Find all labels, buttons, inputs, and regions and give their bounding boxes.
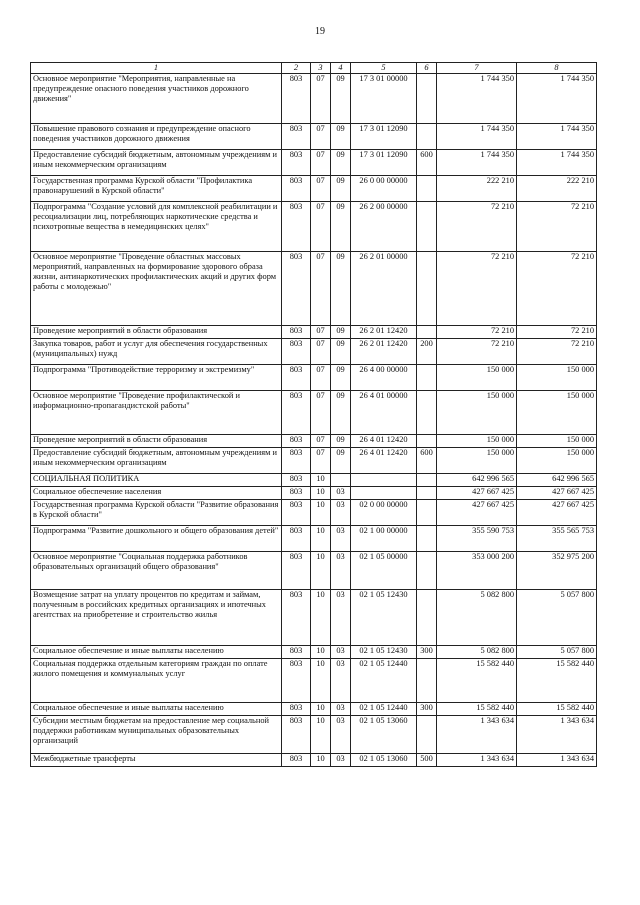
row-section: 10: [311, 646, 331, 659]
row-amount-2: 352 975 200: [517, 552, 597, 590]
row-amount-1: 1 343 634: [437, 716, 517, 754]
row-amount-2: 72 210: [517, 252, 597, 326]
table-row: [31, 339, 597, 365]
row-grbs: 803: [282, 646, 311, 659]
col-header-1: 1: [31, 63, 282, 74]
row-grbs: 803: [282, 150, 311, 176]
row-amount-1: 15 582 440: [437, 703, 517, 716]
row-grbs: 803: [282, 252, 311, 326]
row-grbs: 803: [282, 176, 311, 202]
page-number: 19: [315, 26, 325, 37]
row-name: Подпрограмма "Противодействие терроризму и экстремизму": [31, 365, 282, 391]
row-name: Социальное обеспечение населения: [31, 487, 282, 500]
row-section: 10: [311, 659, 331, 703]
col-header-2: 2: [282, 63, 311, 74]
row-section: 07: [311, 391, 331, 435]
row-section: 07: [311, 365, 331, 391]
row-amount-1: 72 210: [437, 339, 517, 365]
row-amount-1: 5 082 800: [437, 590, 517, 646]
row-grbs: 803: [282, 590, 311, 646]
col-header-3: 3: [311, 63, 331, 74]
row-expense-type: [417, 326, 437, 339]
row-section: 07: [311, 176, 331, 202]
row-amount-1: 427 667 425: [437, 487, 517, 500]
row-subsection: 03: [331, 526, 351, 552]
col-header-5: 5: [351, 63, 417, 74]
row-subsection: 03: [331, 754, 351, 767]
row-subsection: 03: [331, 703, 351, 716]
row-amount-2: 72 210: [517, 326, 597, 339]
row-section: 10: [311, 703, 331, 716]
row-subsection: 09: [331, 339, 351, 365]
row-name: Межбюджетные трансферты: [31, 754, 282, 767]
row-name: Основное мероприятие "Социальная поддержка работников образовательных организаций общего образования": [31, 552, 282, 590]
row-grbs: 803: [282, 365, 311, 391]
row-name: Подпрограмма "Развитие дошкольного и общего образования детей": [31, 526, 282, 552]
row-subsection: 09: [331, 448, 351, 474]
row-name: Субсидии местным бюджетам на предоставление мер социальной поддержки работникам муниципальных образовательных организаций: [31, 716, 282, 754]
row-target-article: 02 1 05 12440: [351, 659, 417, 703]
row-section: 07: [311, 74, 331, 124]
row-grbs: 803: [282, 659, 311, 703]
row-target-article: 26 2 01 00000: [351, 252, 417, 326]
row-subsection: [331, 474, 351, 487]
row-amount-2: 1 744 350: [517, 124, 597, 150]
row-section: 10: [311, 754, 331, 767]
row-grbs: 803: [282, 74, 311, 124]
row-grbs: 803: [282, 526, 311, 552]
row-name: Повышение правового сознания и предупреждение опасного поведения участников дорожного движения: [31, 124, 282, 150]
row-target-article: 17 3 01 12090: [351, 124, 417, 150]
row-amount-1: 1 744 350: [437, 150, 517, 176]
row-section: 10: [311, 526, 331, 552]
row-amount-2: 1 343 634: [517, 716, 597, 754]
row-expense-type: [417, 716, 437, 754]
row-grbs: 803: [282, 716, 311, 754]
row-subsection: 09: [331, 202, 351, 252]
row-amount-2: 15 582 440: [517, 703, 597, 716]
row-subsection: 09: [331, 435, 351, 448]
row-amount-2: 150 000: [517, 391, 597, 435]
row-target-article: 02 1 05 00000: [351, 552, 417, 590]
row-grbs: 803: [282, 552, 311, 590]
table-row: [31, 74, 597, 124]
budget-table: [30, 62, 597, 767]
row-name: Основное мероприятие "Мероприятия, направленные на предупреждение опасного поведения участников дорожного движения": [31, 74, 282, 124]
row-subsection: 09: [331, 365, 351, 391]
row-target-article: 26 2 01 12420: [351, 326, 417, 339]
row-subsection: 09: [331, 326, 351, 339]
row-expense-type: 300: [417, 646, 437, 659]
row-target-article: 02 1 00 00000: [351, 526, 417, 552]
table-row: [31, 487, 597, 500]
row-amount-2: 5 057 800: [517, 590, 597, 646]
row-target-article: [351, 474, 417, 487]
row-subsection: 03: [331, 590, 351, 646]
row-grbs: 803: [282, 703, 311, 716]
row-expense-type: [417, 176, 437, 202]
col-header-7: 7: [437, 63, 517, 74]
row-expense-type: [417, 590, 437, 646]
table-row: [31, 703, 597, 716]
row-amount-2: 150 000: [517, 435, 597, 448]
row-target-article: 02 1 05 12430: [351, 646, 417, 659]
row-section: 10: [311, 552, 331, 590]
row-amount-1: 355 590 753: [437, 526, 517, 552]
table-row: [31, 150, 597, 176]
row-subsection: 09: [331, 176, 351, 202]
row-name: Подпрограмма "Создание условий для комплексной реабилитации и ресоциализации лиц, потребляющих наркотические средства и психотропные вещества в немедицинских целях": [31, 202, 282, 252]
row-amount-2: 1 744 350: [517, 74, 597, 124]
row-expense-type: [417, 365, 437, 391]
table-row: [31, 448, 597, 474]
row-section: 07: [311, 448, 331, 474]
row-grbs: 803: [282, 448, 311, 474]
row-amount-2: 1 744 350: [517, 150, 597, 176]
row-expense-type: [417, 500, 437, 526]
row-amount-1: 427 667 425: [437, 500, 517, 526]
row-amount-1: 5 082 800: [437, 646, 517, 659]
row-section: 10: [311, 487, 331, 500]
row-expense-type: [417, 552, 437, 590]
row-amount-1: 150 000: [437, 365, 517, 391]
table-row: [31, 326, 597, 339]
row-grbs: 803: [282, 124, 311, 150]
row-target-article: 17 3 01 00000: [351, 74, 417, 124]
row-section: 07: [311, 435, 331, 448]
row-name: Проведение мероприятий в области образования: [31, 326, 282, 339]
row-amount-1: 150 000: [437, 391, 517, 435]
row-subsection: 03: [331, 646, 351, 659]
row-amount-1: 150 000: [437, 435, 517, 448]
table-row: [31, 474, 597, 487]
row-expense-type: [417, 124, 437, 150]
row-amount-1: 642 996 565: [437, 474, 517, 487]
table-row: [31, 659, 597, 703]
row-name: Основное мероприятие "Проведение профилактической и информационно-пропагандистской работы": [31, 391, 282, 435]
row-subsection: 03: [331, 716, 351, 754]
row-name: Социальное обеспечение и иные выплаты населению: [31, 646, 282, 659]
row-amount-2: 15 582 440: [517, 659, 597, 703]
table-row: [31, 365, 597, 391]
row-name: Предоставление субсидий бюджетным, автономным учреждениям и иным некоммерческим организациям: [31, 150, 282, 176]
row-target-article: 26 2 01 12420: [351, 339, 417, 365]
table-row: [31, 391, 597, 435]
row-target-article: 02 1 05 12430: [351, 590, 417, 646]
row-amount-1: 1 744 350: [437, 74, 517, 124]
row-expense-type: [417, 659, 437, 703]
row-section: 07: [311, 252, 331, 326]
row-amount-1: 72 210: [437, 252, 517, 326]
row-subsection: 03: [331, 659, 351, 703]
table-row: [31, 646, 597, 659]
row-expense-type: 200: [417, 339, 437, 365]
row-section: 10: [311, 716, 331, 754]
row-name: Социальное обеспечение и иные выплаты населению: [31, 703, 282, 716]
table-row: [31, 124, 597, 150]
row-amount-1: 222 210: [437, 176, 517, 202]
row-section: 07: [311, 339, 331, 365]
row-section: 10: [311, 590, 331, 646]
row-target-article: 02 1 05 12440: [351, 703, 417, 716]
row-grbs: 803: [282, 487, 311, 500]
table-row: [31, 716, 597, 754]
row-expense-type: 300: [417, 703, 437, 716]
row-target-article: 26 0 00 00000: [351, 176, 417, 202]
row-grbs: 803: [282, 754, 311, 767]
row-target-article: 26 4 01 00000: [351, 391, 417, 435]
row-name: Основное мероприятие "Проведение областных массовых мероприятий, направленных на формирование здорового образа жизни, антинаркотических профилактических акций и других форм работы с молодежью": [31, 252, 282, 326]
row-amount-2: 222 210: [517, 176, 597, 202]
row-section: 10: [311, 474, 331, 487]
row-expense-type: [417, 202, 437, 252]
row-target-article: [351, 487, 417, 500]
row-amount-1: 15 582 440: [437, 659, 517, 703]
row-expense-type: [417, 391, 437, 435]
row-amount-2: 72 210: [517, 339, 597, 365]
table-row: [31, 754, 597, 767]
row-amount-1: 150 000: [437, 448, 517, 474]
table-row: [31, 202, 597, 252]
row-amount-2: 150 000: [517, 365, 597, 391]
row-amount-2: 72 210: [517, 202, 597, 252]
row-amount-2: 5 057 800: [517, 646, 597, 659]
table-body: [31, 74, 597, 767]
row-target-article: 02 1 05 13060: [351, 716, 417, 754]
row-expense-type: 600: [417, 150, 437, 176]
col-header-8: 8: [517, 63, 597, 74]
table-row: [31, 500, 597, 526]
row-grbs: 803: [282, 500, 311, 526]
row-amount-2: 150 000: [517, 448, 597, 474]
row-expense-type: [417, 74, 437, 124]
row-expense-type: [417, 487, 437, 500]
row-target-article: 26 4 00 00000: [351, 365, 417, 391]
row-amount-2: 355 565 753: [517, 526, 597, 552]
table-row: [31, 435, 597, 448]
row-amount-2: 642 996 565: [517, 474, 597, 487]
row-amount-2: 1 343 634: [517, 754, 597, 767]
row-grbs: 803: [282, 202, 311, 252]
row-target-article: 02 1 05 13060: [351, 754, 417, 767]
row-amount-1: 1 744 350: [437, 124, 517, 150]
row-section: 07: [311, 202, 331, 252]
row-target-article: 26 4 01 12420: [351, 448, 417, 474]
row-section: 07: [311, 124, 331, 150]
row-expense-type: [417, 252, 437, 326]
row-amount-1: 72 210: [437, 202, 517, 252]
row-amount-1: 72 210: [437, 326, 517, 339]
row-amount-2: 427 667 425: [517, 487, 597, 500]
row-grbs: 803: [282, 435, 311, 448]
row-amount-1: 353 000 200: [437, 552, 517, 590]
row-expense-type: 500: [417, 754, 437, 767]
row-name: Государственная программа Курской области "Развитие образования в Курской области": [31, 500, 282, 526]
row-subsection: 09: [331, 150, 351, 176]
table-row: [31, 552, 597, 590]
row-name: Проведение мероприятий в области образования: [31, 435, 282, 448]
row-target-article: 26 4 01 12420: [351, 435, 417, 448]
header-row: [31, 63, 597, 74]
row-amount-2: 427 667 425: [517, 500, 597, 526]
row-subsection: 03: [331, 552, 351, 590]
row-subsection: 09: [331, 124, 351, 150]
row-grbs: 803: [282, 339, 311, 365]
table-row: [31, 252, 597, 326]
col-header-6: 6: [417, 63, 437, 74]
col-header-4: 4: [331, 63, 351, 74]
row-subsection: 09: [331, 74, 351, 124]
table-row: [31, 176, 597, 202]
row-name: Предоставление субсидий бюджетным, автономным учреждениям и иным некоммерческим организациям: [31, 448, 282, 474]
row-amount-1: 1 343 634: [437, 754, 517, 767]
row-name: СОЦИАЛЬНАЯ ПОЛИТИКА: [31, 474, 282, 487]
row-subsection: 09: [331, 252, 351, 326]
row-subsection: 03: [331, 500, 351, 526]
row-name: Возмещение затрат на уплату процентов по кредитам и займам, полученным в российских кредитных организациях и ипотечных агентствах на приобретение и строительство жилья: [31, 590, 282, 646]
row-subsection: 09: [331, 391, 351, 435]
row-expense-type: [417, 435, 437, 448]
row-expense-type: [417, 526, 437, 552]
row-section: 10: [311, 500, 331, 526]
row-section: 07: [311, 150, 331, 176]
row-subsection: 03: [331, 487, 351, 500]
table-row: [31, 526, 597, 552]
row-name: Закупка товаров, работ и услуг для обеспечения государственных (муниципальных) нужд: [31, 339, 282, 365]
row-section: 07: [311, 326, 331, 339]
row-target-article: 26 2 00 00000: [351, 202, 417, 252]
row-grbs: 803: [282, 474, 311, 487]
row-name: Социальная поддержка отдельным категориям граждан по оплате жилого помещения и коммунальных услуг: [31, 659, 282, 703]
row-name: Государственная программа Курской области "Профилактика правонарушений в Курской области": [31, 176, 282, 202]
row-expense-type: [417, 474, 437, 487]
row-grbs: 803: [282, 391, 311, 435]
row-expense-type: 600: [417, 448, 437, 474]
row-grbs: 803: [282, 326, 311, 339]
row-target-article: 17 3 01 12090: [351, 150, 417, 176]
row-target-article: 02 0 00 00000: [351, 500, 417, 526]
table-row: [31, 590, 597, 646]
